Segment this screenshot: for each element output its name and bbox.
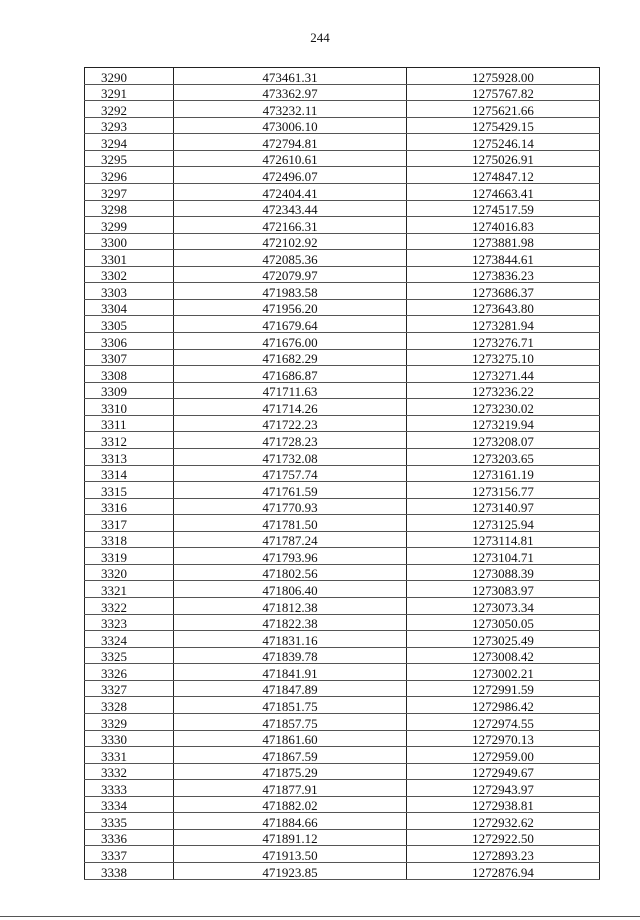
x-coordinate-cell: 471923.85	[174, 863, 407, 880]
point-number-cell: 3299	[85, 217, 174, 234]
table-row	[85, 614, 600, 631]
y-coordinate-cell: 1272938.81	[407, 796, 600, 813]
x-coordinate-cell: 471676.00	[174, 333, 407, 350]
y-coordinate-cell: 1273156.77	[407, 482, 600, 499]
x-coordinate-cell: 472496.07	[174, 167, 407, 184]
table-row	[85, 763, 600, 780]
point-number-cell: 3308	[85, 366, 174, 383]
y-coordinate-cell: 1272991.59	[407, 680, 600, 697]
x-coordinate-cell: 472085.36	[174, 250, 407, 267]
table-row	[85, 564, 600, 581]
x-coordinate-cell: 471882.02	[174, 796, 407, 813]
table-row	[85, 217, 600, 234]
point-number-cell: 3334	[85, 796, 174, 813]
y-coordinate-cell: 1273088.39	[407, 564, 600, 581]
table-row	[85, 283, 600, 300]
table-row	[85, 250, 600, 267]
x-coordinate-cell: 471851.75	[174, 697, 407, 714]
table-row	[85, 183, 600, 200]
x-coordinate-cell: 471770.93	[174, 498, 407, 515]
point-number-cell: 3291	[85, 84, 174, 101]
point-number-cell: 3295	[85, 150, 174, 167]
x-coordinate-cell: 471822.38	[174, 614, 407, 631]
table-row	[85, 465, 600, 482]
y-coordinate-cell: 1274847.12	[407, 167, 600, 184]
y-coordinate-cell: 1274663.41	[407, 183, 600, 200]
table-row	[85, 581, 600, 598]
table-row	[85, 863, 600, 880]
point-number-cell: 3293	[85, 117, 174, 134]
y-coordinate-cell: 1273271.44	[407, 366, 600, 383]
point-number-cell: 3324	[85, 631, 174, 648]
x-coordinate-cell: 471682.29	[174, 349, 407, 366]
table-row	[85, 382, 600, 399]
table-row	[85, 68, 600, 85]
x-coordinate-cell: 472166.31	[174, 217, 407, 234]
y-coordinate-cell: 1273230.02	[407, 399, 600, 416]
point-number-cell: 3323	[85, 614, 174, 631]
y-coordinate-cell: 1273073.34	[407, 598, 600, 615]
x-coordinate-cell: 471841.91	[174, 664, 407, 681]
x-coordinate-cell: 471722.23	[174, 415, 407, 432]
point-number-cell: 3331	[85, 747, 174, 764]
point-number-cell: 3321	[85, 581, 174, 598]
point-number-cell: 3332	[85, 763, 174, 780]
table-row	[85, 366, 600, 383]
y-coordinate-cell: 1272970.13	[407, 730, 600, 747]
y-coordinate-cell: 1273643.80	[407, 299, 600, 316]
point-number-cell: 3314	[85, 465, 174, 482]
table-row	[85, 399, 600, 416]
y-coordinate-cell: 1273083.97	[407, 581, 600, 598]
table-row	[85, 713, 600, 730]
x-coordinate-cell: 471711.63	[174, 382, 407, 399]
point-number-cell: 3336	[85, 829, 174, 846]
point-number-cell: 3296	[85, 167, 174, 184]
table-row	[85, 333, 600, 350]
x-coordinate-cell: 471728.23	[174, 432, 407, 449]
y-coordinate-cell: 1275026.91	[407, 150, 600, 167]
table-row	[85, 448, 600, 465]
table-row	[85, 150, 600, 167]
table-row	[85, 796, 600, 813]
table-row	[85, 531, 600, 548]
x-coordinate-cell: 471847.89	[174, 680, 407, 697]
point-number-cell: 3317	[85, 515, 174, 532]
table-row	[85, 813, 600, 830]
y-coordinate-cell: 1273275.10	[407, 349, 600, 366]
x-coordinate-cell: 473006.10	[174, 117, 407, 134]
point-number-cell: 3319	[85, 548, 174, 565]
table-row	[85, 266, 600, 283]
point-number-cell: 3292	[85, 101, 174, 118]
y-coordinate-cell: 1273844.61	[407, 250, 600, 267]
table-row	[85, 730, 600, 747]
point-number-cell: 3312	[85, 432, 174, 449]
x-coordinate-cell: 471793.96	[174, 548, 407, 565]
point-number-cell: 3335	[85, 813, 174, 830]
y-coordinate-cell: 1275928.00	[407, 68, 600, 85]
point-number-cell: 3298	[85, 200, 174, 217]
y-coordinate-cell: 1273125.94	[407, 515, 600, 532]
y-coordinate-cell: 1272974.55	[407, 713, 600, 730]
y-coordinate-cell: 1272932.62	[407, 813, 600, 830]
table-row	[85, 780, 600, 797]
x-coordinate-cell: 471679.64	[174, 316, 407, 333]
table-row	[85, 482, 600, 499]
x-coordinate-cell: 471913.50	[174, 846, 407, 863]
y-coordinate-cell: 1273281.94	[407, 316, 600, 333]
x-coordinate-cell: 472343.44	[174, 200, 407, 217]
y-coordinate-cell: 1274517.59	[407, 200, 600, 217]
x-coordinate-cell: 472102.92	[174, 233, 407, 250]
x-coordinate-cell: 471757.74	[174, 465, 407, 482]
table-row	[85, 747, 600, 764]
table-row	[85, 515, 600, 532]
x-coordinate-cell: 471861.60	[174, 730, 407, 747]
x-coordinate-cell: 473461.31	[174, 68, 407, 85]
x-coordinate-cell: 472079.97	[174, 266, 407, 283]
y-coordinate-cell: 1273836.23	[407, 266, 600, 283]
x-coordinate-cell: 471877.91	[174, 780, 407, 797]
y-coordinate-cell: 1272986.42	[407, 697, 600, 714]
x-coordinate-cell: 471761.59	[174, 482, 407, 499]
table-row	[85, 631, 600, 648]
point-number-cell: 3302	[85, 266, 174, 283]
point-number-cell: 3303	[85, 283, 174, 300]
y-coordinate-cell: 1274016.83	[407, 217, 600, 234]
table-row	[85, 101, 600, 118]
point-number-cell: 3310	[85, 399, 174, 416]
table-row	[85, 84, 600, 101]
point-number-cell: 3318	[85, 531, 174, 548]
coordinate-table	[84, 67, 600, 880]
table-row	[85, 548, 600, 565]
table-row	[85, 598, 600, 615]
point-number-cell: 3333	[85, 780, 174, 797]
table-row	[85, 233, 600, 250]
table-row	[85, 697, 600, 714]
point-number-cell: 3328	[85, 697, 174, 714]
coordinate-table-body	[85, 68, 600, 880]
y-coordinate-cell: 1275429.15	[407, 117, 600, 134]
y-coordinate-cell: 1273203.65	[407, 448, 600, 465]
table-row	[85, 134, 600, 151]
point-number-cell: 3338	[85, 863, 174, 880]
point-number-cell: 3315	[85, 482, 174, 499]
x-coordinate-cell: 471806.40	[174, 581, 407, 598]
page-number: 244	[310, 30, 330, 45]
point-number-cell: 3290	[85, 68, 174, 85]
y-coordinate-cell: 1273219.94	[407, 415, 600, 432]
y-coordinate-cell: 1275621.66	[407, 101, 600, 118]
y-coordinate-cell: 1273104.71	[407, 548, 600, 565]
y-coordinate-cell: 1273140.97	[407, 498, 600, 515]
point-number-cell: 3330	[85, 730, 174, 747]
point-number-cell: 3294	[85, 134, 174, 151]
point-number-cell: 3306	[85, 333, 174, 350]
x-coordinate-cell: 471781.50	[174, 515, 407, 532]
y-coordinate-cell: 1273050.05	[407, 614, 600, 631]
x-coordinate-cell: 471839.78	[174, 647, 407, 664]
point-number-cell: 3313	[85, 448, 174, 465]
x-coordinate-cell: 471983.58	[174, 283, 407, 300]
table-row	[85, 415, 600, 432]
x-coordinate-cell: 473362.97	[174, 84, 407, 101]
x-coordinate-cell: 472794.81	[174, 134, 407, 151]
table-row	[85, 498, 600, 515]
y-coordinate-cell: 1273208.07	[407, 432, 600, 449]
table-row	[85, 200, 600, 217]
y-coordinate-cell: 1273025.49	[407, 631, 600, 648]
table-row	[85, 680, 600, 697]
y-coordinate-cell: 1272943.97	[407, 780, 600, 797]
table-row	[85, 829, 600, 846]
point-number-cell: 3327	[85, 680, 174, 697]
table-row	[85, 117, 600, 134]
point-number-cell: 3325	[85, 647, 174, 664]
point-number-cell: 3305	[85, 316, 174, 333]
x-coordinate-cell: 471884.66	[174, 813, 407, 830]
point-number-cell: 3309	[85, 382, 174, 399]
point-number-cell: 3304	[85, 299, 174, 316]
point-number-cell: 3311	[85, 415, 174, 432]
point-number-cell: 3320	[85, 564, 174, 581]
point-number-cell: 3337	[85, 846, 174, 863]
table-row	[85, 316, 600, 333]
table-row	[85, 664, 600, 681]
table-row	[85, 167, 600, 184]
point-number-cell: 3301	[85, 250, 174, 267]
y-coordinate-cell: 1273161.19	[407, 465, 600, 482]
y-coordinate-cell: 1273114.81	[407, 531, 600, 548]
x-coordinate-cell: 471831.16	[174, 631, 407, 648]
y-coordinate-cell: 1273881.98	[407, 233, 600, 250]
y-coordinate-cell: 1275246.14	[407, 134, 600, 151]
table-row	[85, 299, 600, 316]
y-coordinate-cell: 1275767.82	[407, 84, 600, 101]
x-coordinate-cell: 471812.38	[174, 598, 407, 615]
y-coordinate-cell: 1272922.50	[407, 829, 600, 846]
x-coordinate-cell: 471956.20	[174, 299, 407, 316]
table-row	[85, 349, 600, 366]
x-coordinate-cell: 471686.87	[174, 366, 407, 383]
point-number-cell: 3297	[85, 183, 174, 200]
point-number-cell: 3322	[85, 598, 174, 615]
point-number-cell: 3307	[85, 349, 174, 366]
table-row	[85, 432, 600, 449]
point-number-cell: 3300	[85, 233, 174, 250]
x-coordinate-cell: 471867.59	[174, 747, 407, 764]
x-coordinate-cell: 471787.24	[174, 531, 407, 548]
y-coordinate-cell: 1273276.71	[407, 333, 600, 350]
x-coordinate-cell: 471802.56	[174, 564, 407, 581]
y-coordinate-cell: 1273008.42	[407, 647, 600, 664]
x-coordinate-cell: 471875.29	[174, 763, 407, 780]
table-row	[85, 647, 600, 664]
point-number-cell: 3329	[85, 713, 174, 730]
y-coordinate-cell: 1273686.37	[407, 283, 600, 300]
x-coordinate-cell: 472610.61	[174, 150, 407, 167]
y-coordinate-cell: 1272876.94	[407, 863, 600, 880]
x-coordinate-cell: 472404.41	[174, 183, 407, 200]
scan-edge-line	[0, 916, 640, 917]
point-number-cell: 3326	[85, 664, 174, 681]
x-coordinate-cell: 471857.75	[174, 713, 407, 730]
y-coordinate-cell: 1272949.67	[407, 763, 600, 780]
y-coordinate-cell: 1273002.21	[407, 664, 600, 681]
x-coordinate-cell: 471891.12	[174, 829, 407, 846]
y-coordinate-cell: 1272893.23	[407, 846, 600, 863]
x-coordinate-cell: 471714.26	[174, 399, 407, 416]
x-coordinate-cell: 473232.11	[174, 101, 407, 118]
y-coordinate-cell: 1272959.00	[407, 747, 600, 764]
x-coordinate-cell: 471732.08	[174, 448, 407, 465]
y-coordinate-cell: 1273236.22	[407, 382, 600, 399]
table-row	[85, 846, 600, 863]
point-number-cell: 3316	[85, 498, 174, 515]
